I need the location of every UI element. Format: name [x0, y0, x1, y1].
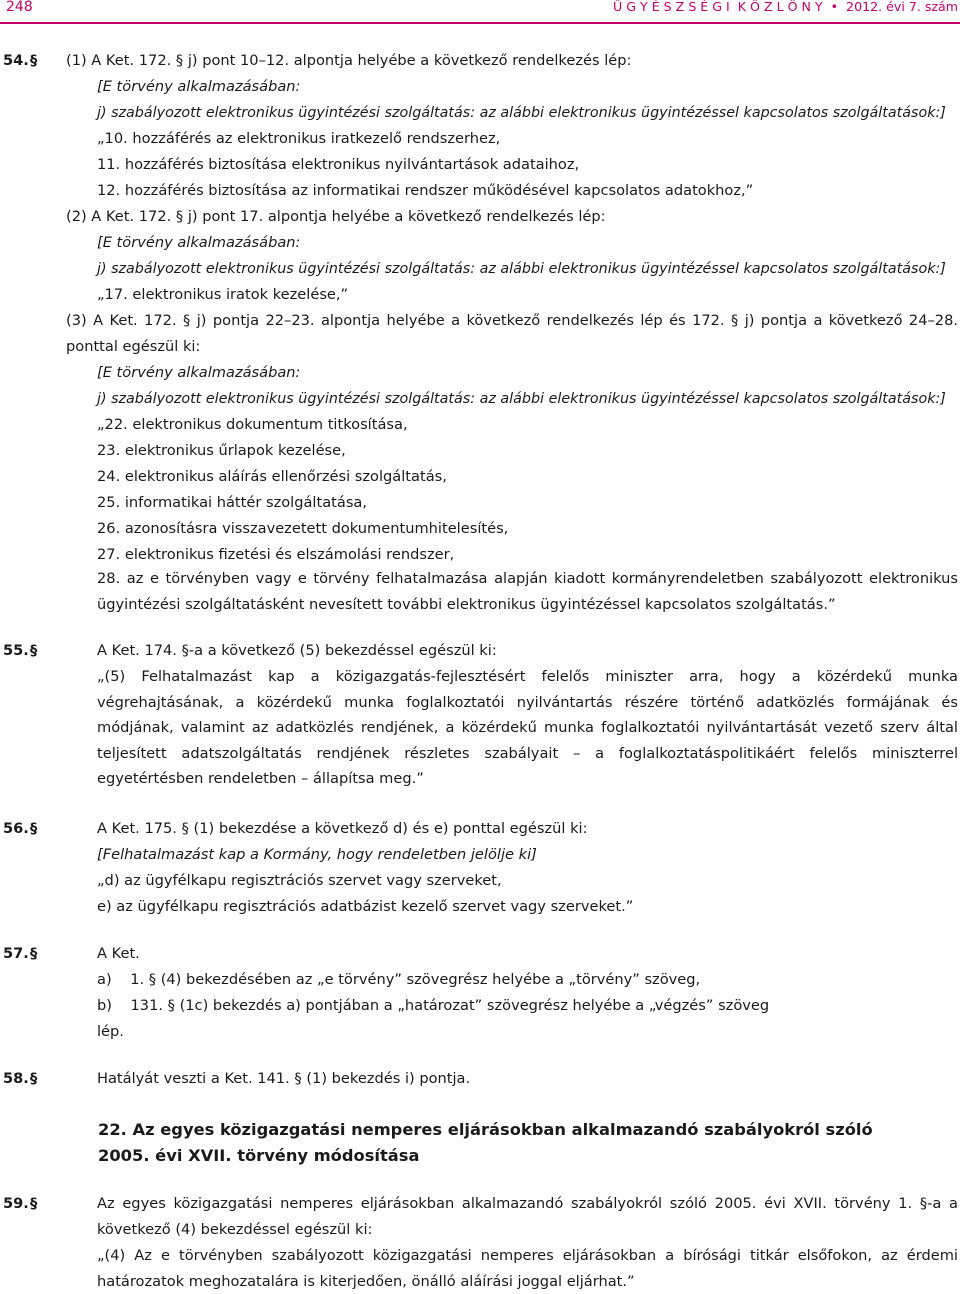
definition-j: j) szabályozott elektronikus ügyintézési szolgáltatás: az alábbi elektronikus ügyintézéssel kapcsolatos szolgáltatások:] — [97, 391, 946, 407]
section-intro: Az egyes közigazgatási nemperes eljárásokban alkalmazandó szabályokról szóló 2005. évi XVII. törvény 1. §-a a következő (4) bekezdéssel egészül ki: — [97, 1195, 958, 1238]
section-number: 59. — [3, 1195, 29, 1212]
section-text: Hatályát veszti a Ket. 141. § (1) bekezdés i) pontja. — [97, 1070, 471, 1087]
paragraph-2-intro: (2) A Ket. 172. § j) pont 17. alpontja helyébe a következő rendelkezés lép: — [66, 208, 606, 225]
section-number: 57. — [3, 945, 29, 962]
list-item: a) 1. § (4) bekezdésében az „e törvény” szövegrész helyébe a „törvény” szöveg, — [97, 971, 701, 988]
list-item: 25. informatikai háttér szolgáltatása, — [97, 494, 368, 511]
section-intro: A Ket. — [97, 945, 140, 962]
list-item: 23. elektronikus űrlapok kezelése, — [97, 442, 346, 459]
list-item: b) 131. § (1c) bekezdés a) pontjában a „határozat” szövegrész helyébe a „végzés” szöveg — [97, 997, 770, 1014]
section-sign: § — [30, 820, 38, 837]
section-sign: § — [30, 1195, 38, 1212]
list-item: e) az ügyfélkapu regisztrációs adatbázist kezelő szervet vagy szerveket.” — [97, 898, 634, 915]
section-body: „(5) Felhatalmazást kap a közigazgatás-fejlesztésért felelős miniszter arra, hogy a közérdekű munka végrehajtásának, a közérdekű munka foglalkoztatói nyilvántartás részére történő adatközlés formájának és módjának, valamint az adatközlés rendjének, a közérdekű munka foglalkoztatói nyilvántartását vezető szerv által teljesített adatszolgáltatás rendjének részletes szabályait – a foglalkoztatáspolitikáért felelős miniszterrel egyetértésben rendeletben – állapítsa meg.” — [97, 668, 958, 788]
chapter-title-line-2: 2005. évi XVII. törvény módosítása — [98, 1146, 420, 1165]
list-item: 24. elektronikus aláírás ellenőrzési szolgáltatás, — [97, 468, 447, 485]
bracket-text: [E törvény alkalmazásában: — [97, 234, 301, 251]
paragraph-3-intro: (3) A Ket. 172. § j) pontja 22–23. alpontja helyébe a következő rendelkezés lép és 172. § j) pontja a következő 24–28. ponttal egészül ki: — [66, 312, 958, 355]
list-item: 26. azonosításra visszavezetett dokumentumhitelesítés, — [97, 520, 509, 537]
section-sign: § — [30, 1070, 38, 1087]
list-item: „d) az ügyfélkapu regisztrációs szervet vagy szerveket, — [97, 872, 502, 889]
section-sign: § — [30, 52, 38, 69]
list-item: 28. az e törvényben vagy e törvény felhatalmazása alapján kiadott kormányrendeletben szabályozott elektronikus ügyintézési szolgáltatásként nevesített további elektronikus ügyintézéssel kapcsolatos szolgáltatás.” — [97, 570, 958, 613]
section-sign: § — [30, 642, 38, 659]
list-item: 12. hozzáférés biztosítása az informatikai rendszer működésével kapcsolatos adatokhoz,” — [97, 182, 754, 199]
bracket-text: [Felhatalmazást kap a Kormány, hogy rendeletben jelölje ki] — [97, 846, 537, 863]
section-body: „(4) Az e törvényben szabályozott közigazgatási nemperes eljárásokban a bírósági titkár elsőfokon, az érdemi határozatok meghozatalára is kiterjedően, önálló aláírási joggal eljárhat.” — [97, 1247, 958, 1290]
list-item: 11. hozzáférés biztosítása elektronikus nyilvántartások adataihoz, — [97, 156, 580, 173]
bracket-text: [E törvény alkalmazásában: — [97, 78, 301, 95]
list-item: „22. elektronikus dokumentum titkosítása, — [97, 416, 408, 433]
page-number: 248 — [6, 0, 33, 15]
definition-j: j) szabályozott elektronikus ügyintézési szolgáltatás: az alábbi elektronikus ügyintézéssel kapcsolatos szolgáltatások:] — [97, 105, 946, 121]
section-sign: § — [30, 945, 38, 962]
list-item: „10. hozzáférés az elektronikus iratkezelő rendszerhez, — [97, 130, 501, 147]
section-number: 56. — [3, 820, 29, 837]
section-number: 55. — [3, 642, 29, 659]
running-head: Ü G Y É S Z S É G I K Ö Z L Ö N Y • 2012. évi 7. szám — [613, 0, 958, 14]
section-number: 54. — [3, 52, 29, 69]
definition-j: j) szabályozott elektronikus ügyintézési szolgáltatás: az alábbi elektronikus ügyintézéssel kapcsolatos szolgáltatások:] — [97, 261, 946, 277]
section-intro: A Ket. 175. § (1) bekezdése a következő d) és e) ponttal egészül ki: — [97, 820, 588, 837]
paragraph-1-intro: (1) A Ket. 172. § j) pont 10–12. alpontja helyébe a következő rendelkezés lép: — [66, 52, 632, 69]
section-intro: A Ket. 174. §-a a következő (5) bekezdéssel egészül ki: — [97, 642, 497, 659]
list-item: „17. elektronikus iratok kezelése,” — [97, 286, 349, 303]
page-header — [0, 0, 960, 23]
chapter-title-line-1: 22. Az egyes közigazgatási nemperes eljárásokban alkalmazandó szabályokról szóló — [98, 1120, 873, 1139]
list-item: 27. elektronikus fizetési és elszámolási rendszer, — [97, 546, 455, 563]
section-number: 58. — [3, 1070, 29, 1087]
header-rule — [0, 22, 960, 24]
bracket-text: [E törvény alkalmazásában: — [97, 364, 301, 381]
list-item-continuation: lép. — [97, 1023, 124, 1040]
